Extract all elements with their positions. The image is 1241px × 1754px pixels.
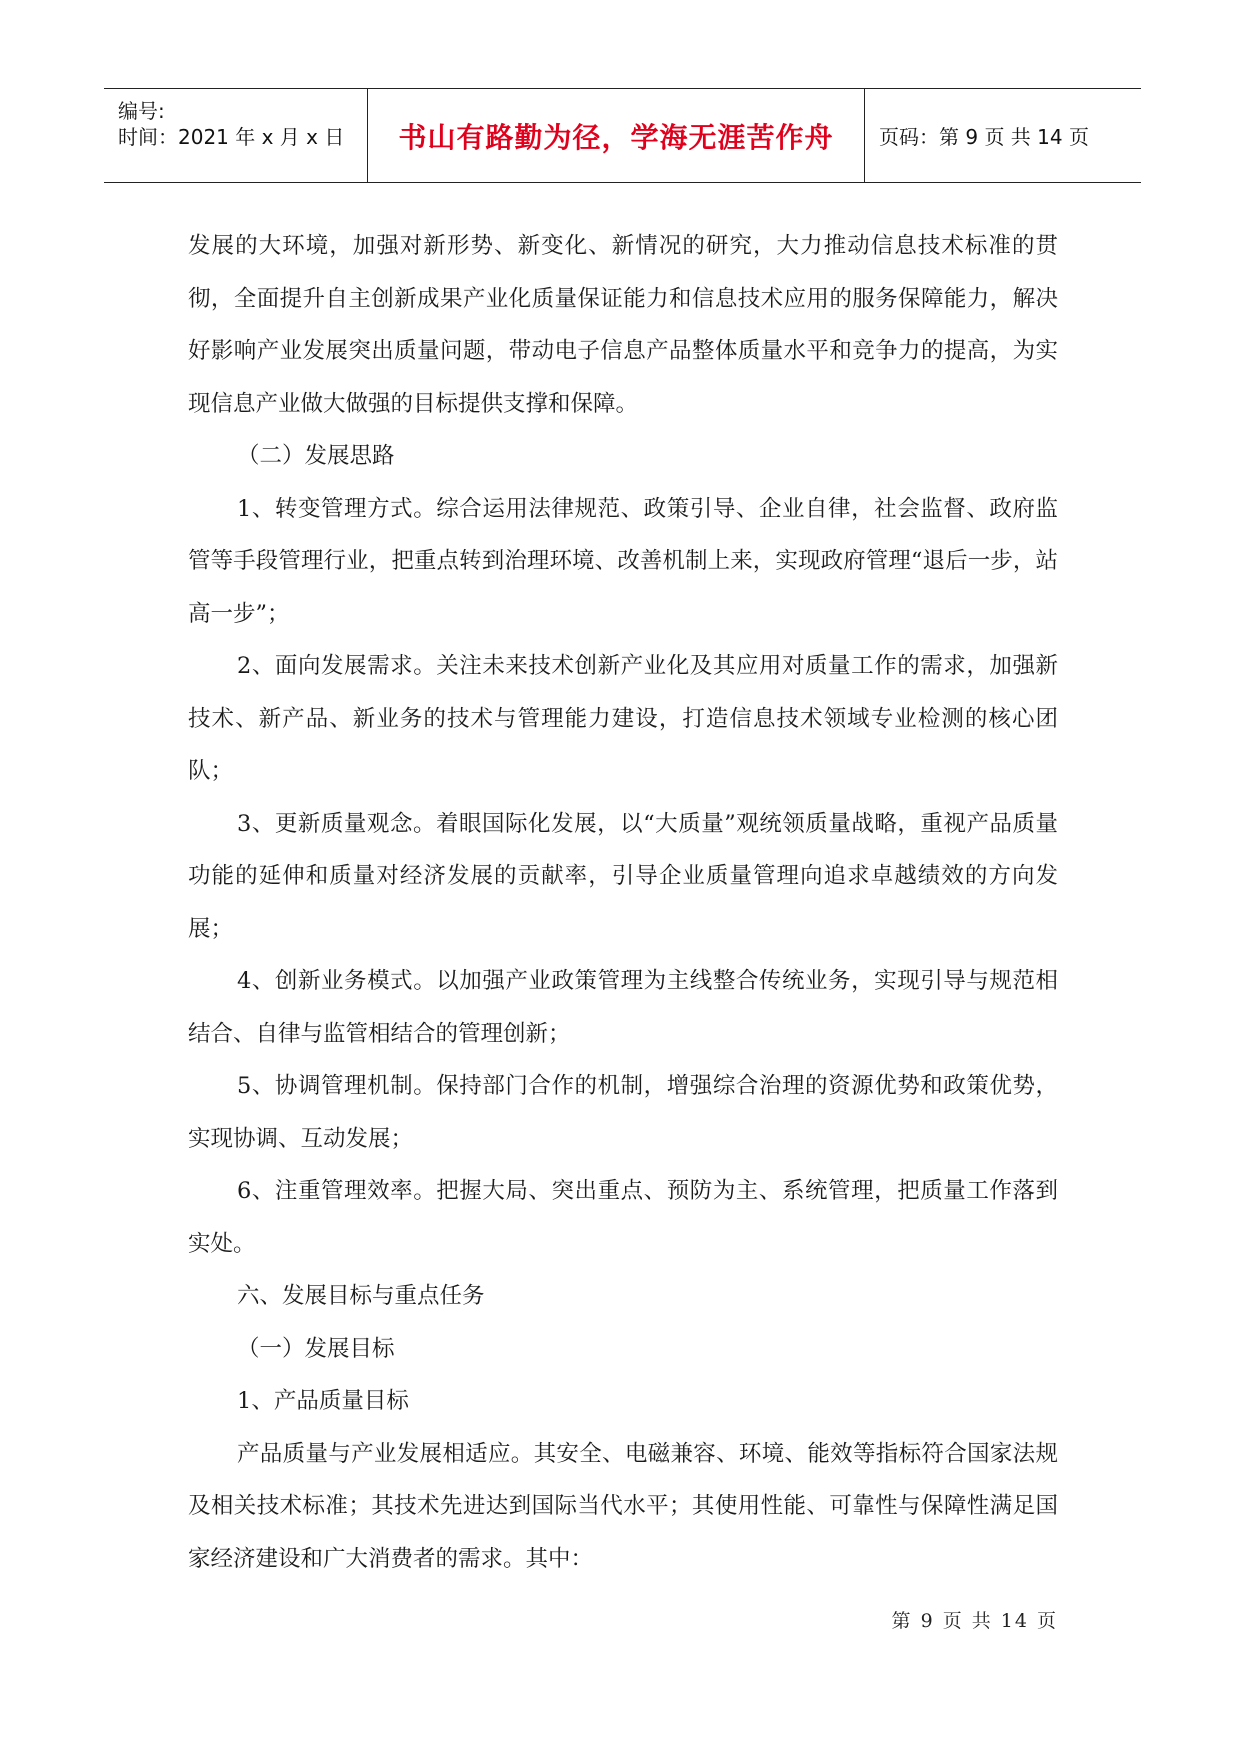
header-motto-cell: [368, 89, 865, 182]
body-paragraph: 1、转变管理方式。综合运用法律规范、政策引导、企业自律，社会监督、政府监管等手段管理行业，把重点转到治理环境、改善机制上来，实现政府管理“退后一步，站高一步”；: [188, 495, 1058, 627]
section-heading: （一）发展目标: [237, 1335, 395, 1362]
body-paragraph: 发展的大环境，加强对新形势、新变化、新情况的研究，大力推动信息技术标准的贯彻，全面提升自主创新成果产业化质量保证能力和信息技术应用的服务保障能力，解决好影响产业发展突出质量问题，带动电子信息产品整体质量水平和竞争力的提高，为实现信息产业做大做强的目标提供支撑和保障。: [188, 233, 1058, 417]
section-heading: （二）发展思路: [237, 443, 395, 469]
header-motto: 书山有路勤为径，学海无涯苦作舟: [398, 120, 834, 154]
document-date-label: 时间：2021 年 x 月 x 日: [118, 125, 345, 149]
body-paragraph: 4、创新业务模式。以加强产业政策管理为主线整合传统业务，实现引导与规范相结合、自律与监管相结合的管理创新；: [188, 968, 1058, 1047]
body-paragraph: 3、更新质量观念。着眼国际化发展，以“大质量”观统领质量战略，重视产品质量功能的延伸和质量对经济发展的贡献率，引导企业质量管理向追求卓越绩效的方向发展；: [188, 810, 1058, 942]
subsection-heading: 1、产品质量目标: [237, 1388, 409, 1414]
document-number-label: 编号:: [118, 99, 165, 123]
header-meta-cell: [104, 89, 368, 182]
chapter-heading: 六、发展目标与重点任务: [237, 1283, 485, 1309]
body-paragraph: 6、注重管理效率。把握大局、突出重点、预防为主、系统管理，把质量工作落到实处。: [188, 1178, 1058, 1257]
body-paragraph: 产品质量与产业发展相适应。其安全、电磁兼容、环境、能效等指标符合国家法规及相关技术标准；其技术先进达到国际当代水平；其使用性能、可靠性与保障性满足国家经济建设和广大消费者的需求。其中：: [188, 1440, 1058, 1572]
body-paragraph: 5、协调管理机制。保持部门合作的机制，增强综合治理的资源优势和政策优势，实现协调、互动发展；: [188, 1073, 1058, 1152]
document-header: [104, 88, 1141, 183]
document-body: [188, 220, 1058, 1585]
body-paragraph: 2、面向发展需求。关注未来技术创新产业化及其应用对质量工作的需求，加强新技术、新产品、新业务的技术与管理能力建设，打造信息技术领域专业检测的核心团队；: [188, 653, 1058, 784]
header-page-code: 页码：第 9 页 共 14 页: [879, 125, 1089, 149]
page-footer: 第 9 页 共 14 页: [891, 1610, 1058, 1632]
